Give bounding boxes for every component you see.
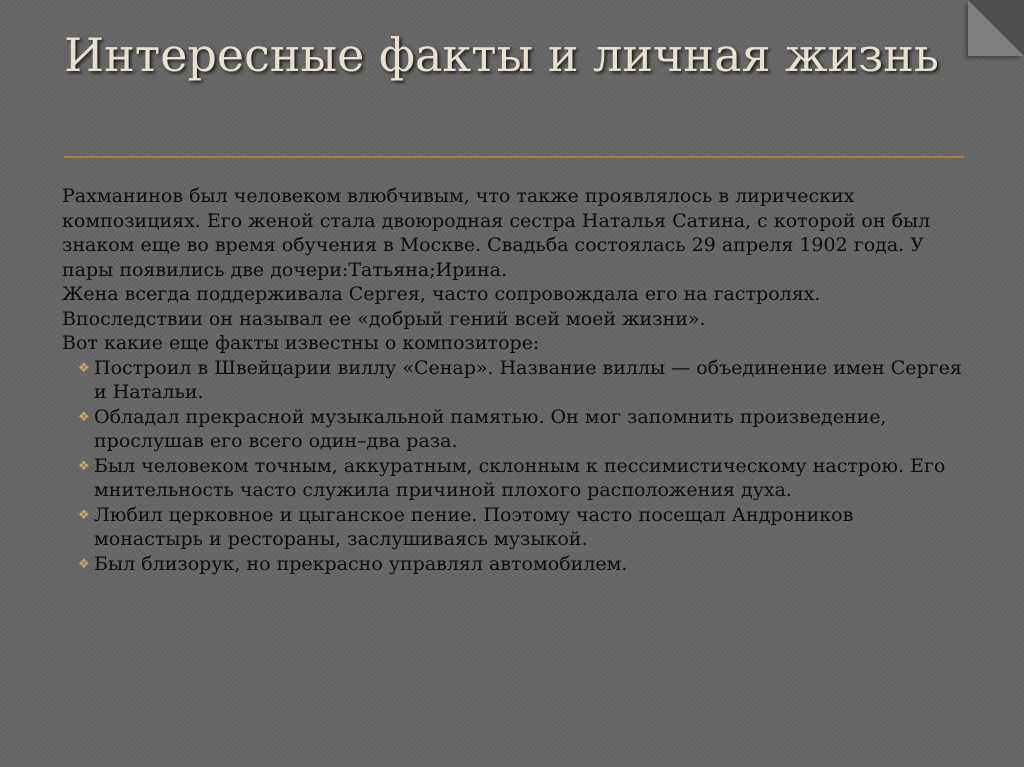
list-item-text: Был близорук, но прекрасно управлял автомобилем. [94, 552, 628, 575]
list-item-text: Обладал прекрасной музыкальной памятью. Он мог запомнить произведение, прослушав его всего один–два раза. [94, 405, 887, 452]
page-corner-fold-shade [968, 0, 1024, 56]
list-item [62, 356, 962, 405]
diamond-bullet-icon: ❖ [78, 507, 90, 523]
list-item [62, 454, 962, 503]
list-item [62, 405, 962, 454]
list-item [62, 552, 962, 577]
diamond-bullet-icon: ❖ [78, 458, 90, 474]
diamond-bullet-icon: ❖ [78, 360, 90, 376]
title-divider [64, 156, 964, 158]
list-item-text: Любил церковное и цыганское пение. Поэтому часто посещал Андроников монастырь и рестораны, заслушиваясь музыкой. [94, 503, 854, 550]
slide-title: Интересные факты и личная жизнь [64, 28, 939, 82]
slide-content [62, 184, 962, 576]
facts-list [62, 356, 962, 577]
paragraph-marriage: Рахманинов был человеком влюбчивым, что также проявлялось в лирических композициях. Его женой стала двоюродная сестра Наталья Сатина, с которой он был знаком еще во время обучения в Москве. Свадьба состоялась 29 апреля 1902 года. У пары появились две дочери:Татьяна;Ирина. [62, 185, 931, 281]
list-item [62, 503, 962, 552]
diamond-bullet-icon: ❖ [78, 556, 90, 572]
list-item-text: Построил в Швейцарии виллу «Сенар». Название виллы — объединение имен Сергея и Натальи. [94, 356, 962, 403]
list-item-text: Был человеком точным, аккуратным, склонным к пессимистическому настрою. Его мнительность часто служила причиной плохого расположения духа. [94, 454, 946, 501]
paragraph-wife-support: Жена всегда поддерживала Сергея, часто сопровождала его на гастролях. Впоследствии он называл ее «добрый гений всей моей жизни». [62, 283, 821, 330]
paragraph-facts-intro: Вот какие еще факты известны о композиторе: [62, 332, 540, 354]
diamond-bullet-icon: ❖ [78, 409, 90, 425]
